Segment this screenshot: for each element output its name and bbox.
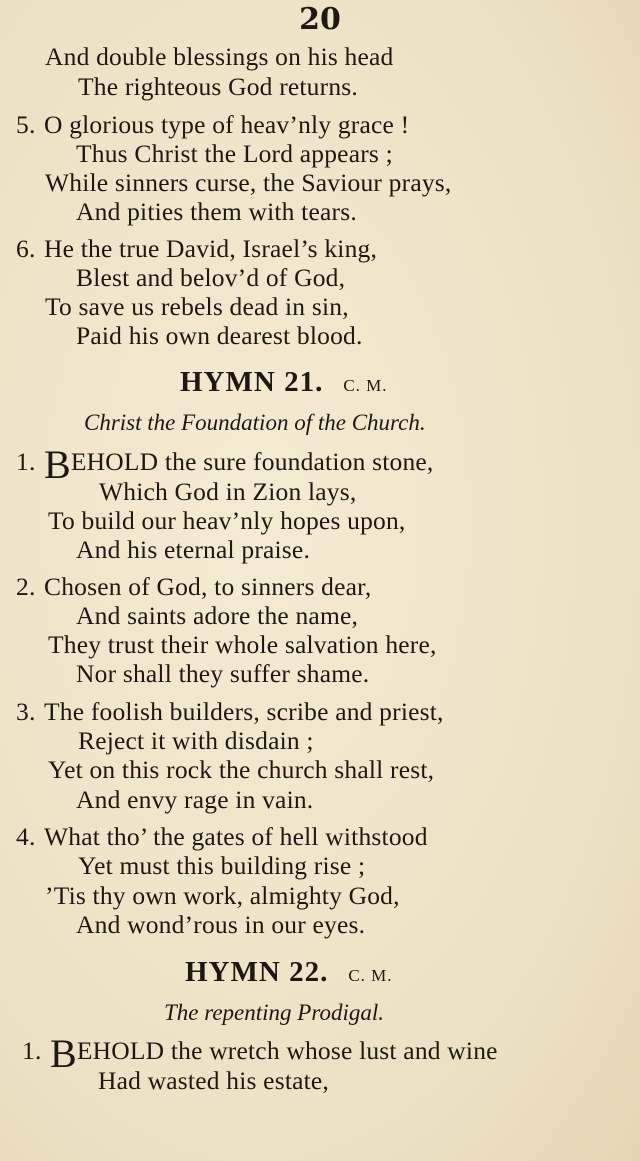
verse-line: And his eternal praise. [76, 535, 311, 564]
hymn-21-heading [180, 366, 388, 399]
verse-number: 1. [22, 1036, 42, 1065]
verse-number: 5. [16, 110, 36, 139]
verse-number: 6. [16, 234, 36, 263]
hymn-21-verse-4-first-line: 4. What tho’ the gates of hell withstood [16, 822, 428, 851]
hymn-subtitle: The repenting Prodigal. [164, 1000, 384, 1025]
verse-line: Yet must this building rise ; [78, 851, 366, 880]
verse-line: Which God in Zion lays, [99, 477, 357, 506]
hymn-meter: C. M. [348, 966, 393, 985]
hymn-title: HYMN 22. [185, 956, 329, 988]
verse-number: 4. [16, 822, 36, 851]
verse-number: 3. [16, 697, 36, 726]
verse-line: Paid his own dearest blood. [76, 321, 363, 350]
hymn-meter: C. M. [343, 376, 388, 395]
hymn-subtitle: Christ the Foundation of the Church. [84, 410, 426, 435]
verse-line: Thus Christ the Lord appears ; [76, 139, 393, 168]
hymn-title: HYMN 21. [180, 366, 324, 398]
page-number: 20 [299, 2, 341, 37]
verse-line: Yet on this rock the church shall rest, [48, 755, 435, 784]
hymn-22-verse-1-first-line: 1. BEHOLD the wretch whose lust and wine [22, 1031, 498, 1076]
verse-number: 1. [16, 447, 36, 476]
verse-line: Nor shall they suffer shame. [76, 659, 370, 688]
verse-line: And wond’rous in our eyes. [76, 910, 366, 939]
verse-line: While sinners curse, the Saviour prays, [45, 168, 452, 197]
drop-cap: B [44, 442, 71, 487]
verse-line: And envy rage in vain. [76, 785, 314, 814]
verse-line: Blest and belov’d of God, [76, 263, 346, 292]
verse-5-first-line: 5. O glorious type of heav’nly grace ! [16, 110, 410, 139]
verse-number: 2. [16, 572, 36, 601]
hymn-21-verse-2-first-line: 2. Chosen of God, to sinners dear, [16, 572, 372, 601]
verse-line: And pities them with tears. [76, 197, 357, 226]
verse-line: Reject it with disdain ; [78, 726, 314, 755]
drop-cap: B [50, 1031, 77, 1076]
verse-line: They trust their whole salvation here, [48, 630, 437, 659]
verse-line: The righteous God returns. [78, 72, 358, 101]
verse-line: And saints adore the name, [76, 601, 359, 630]
verse-line: ’Tis thy own work, almighty God, [45, 881, 400, 910]
verse-line: And double blessings on his head [45, 42, 394, 71]
verse-6-first-line: 6. He the true David, Israel’s king, [16, 234, 378, 263]
verse-line: Had wasted his estate, [98, 1066, 329, 1095]
verse-line: To save us rebels dead in sin, [45, 292, 349, 321]
hymn-21-verse-3-first-line: 3. The foolish builders, scribe and priest, [16, 697, 444, 726]
verse-line: To build our heav’nly hopes upon, [48, 506, 406, 535]
hymn-22-heading [185, 956, 393, 989]
hymn-21-verse-1-first-line: 1. BEHOLD the sure foundation stone, [16, 442, 434, 487]
